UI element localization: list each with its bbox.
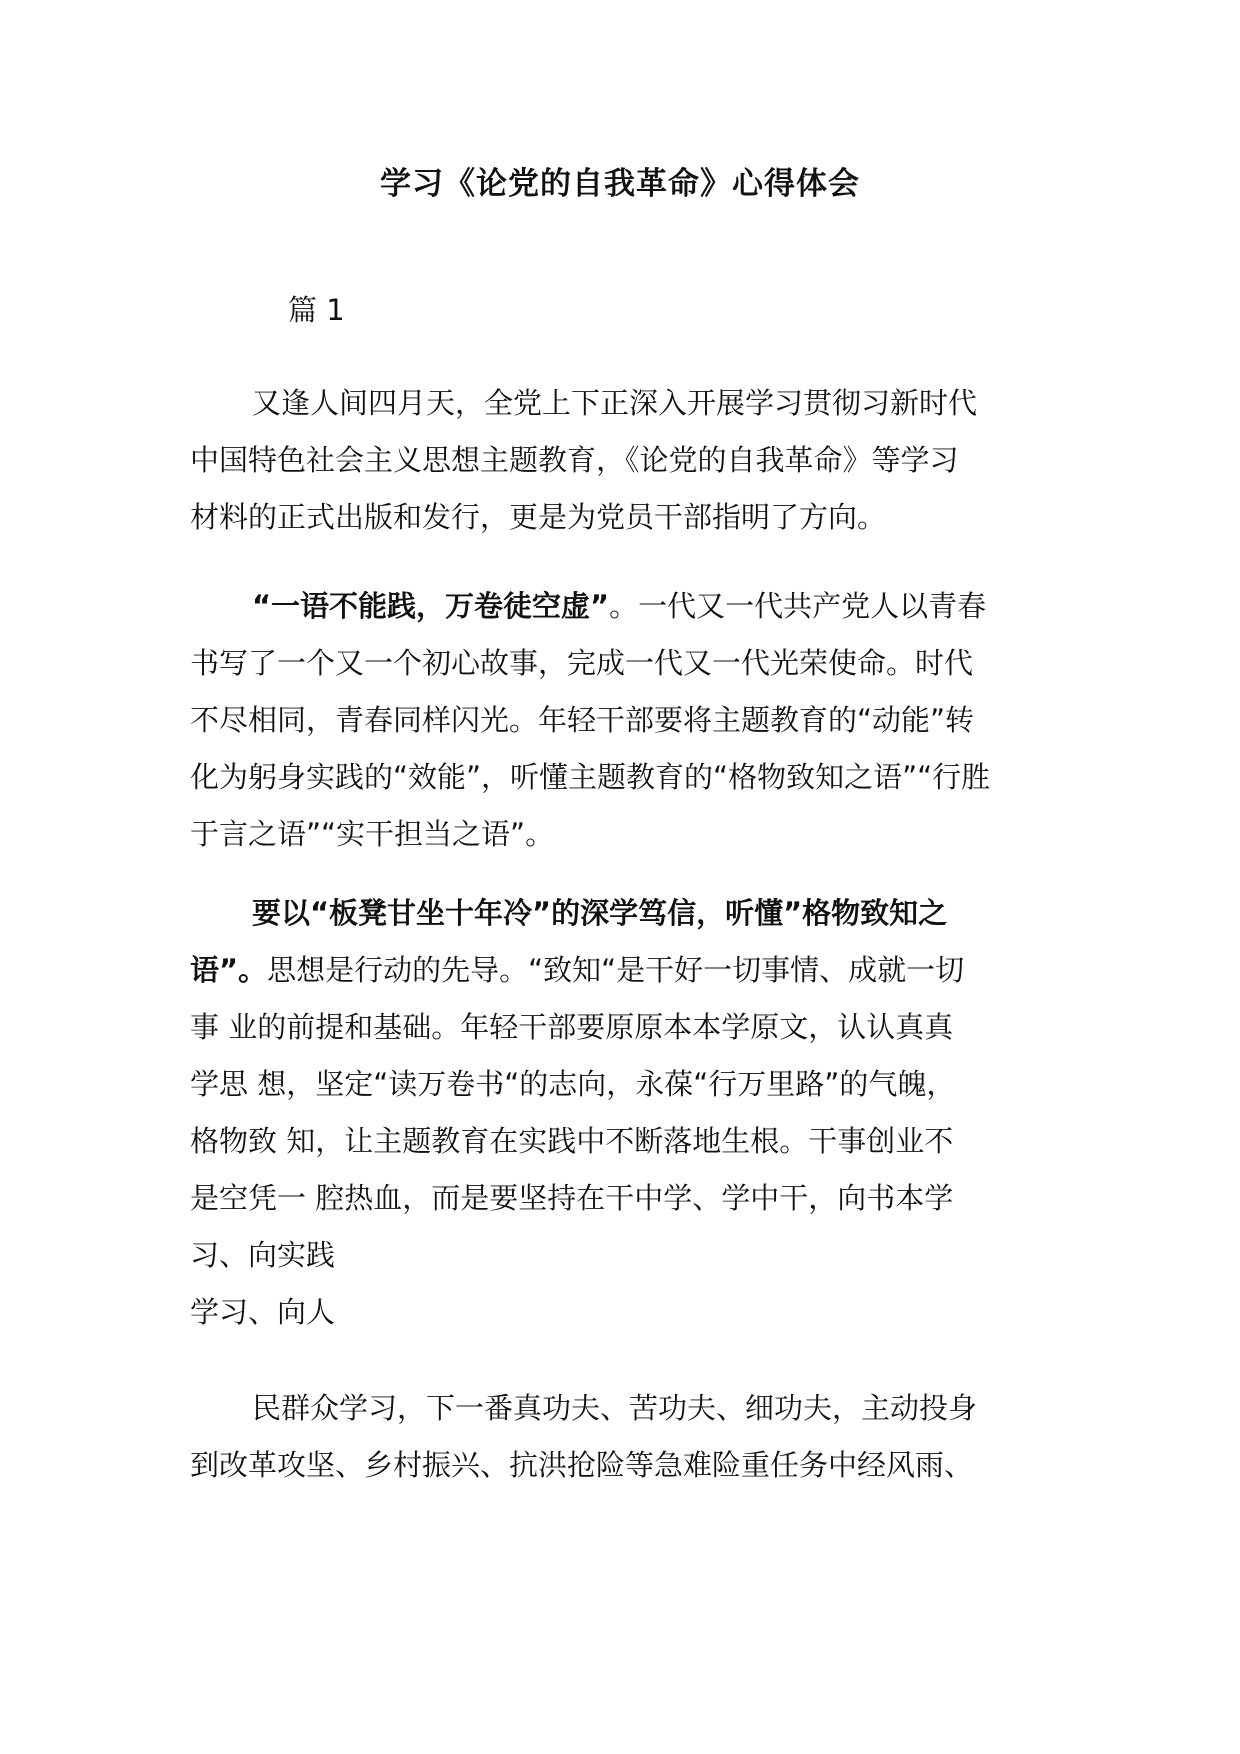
paragraph-line: 于言之语”“实干担当之语”。 bbox=[190, 817, 555, 851]
paragraph-line: 学习、向人 bbox=[190, 1295, 336, 1329]
paragraph-line: 材料的正式出版和发行，更是为党员干部指明了方向。 bbox=[190, 500, 887, 534]
paragraph-line-bold: 要以“板凳甘坐十年冷”的深学笃信，听懂”格物致知之 bbox=[252, 896, 948, 930]
paragraph-line: 书写了一个又一个初心故事，完成一代又一代光荣使命。时代 bbox=[190, 646, 974, 680]
paragraph-4 bbox=[190, 1380, 1060, 1494]
bold-lead: 语”。 bbox=[190, 953, 268, 987]
paragraph-line: 又逢人间四月天，全党上下正深入开展学习贯彻习新时代 bbox=[252, 386, 978, 420]
line-rest: 思想是行动的先导。“致知“是干好一切事情、成就一切 bbox=[267, 953, 965, 987]
paragraph-line: 是空凭一 腔热血，而是要坚持在干中学、学中干，向书本学 bbox=[190, 1181, 954, 1215]
paragraph-line: 格物致 知，让主题教育在实践中不断落地生根。干事创业不 bbox=[190, 1124, 954, 1158]
section-label: 篇 1 bbox=[288, 293, 345, 327]
paragraph-line: 事 业的前提和基础。年轻干部要原原本本学原文，认认真真 bbox=[190, 1010, 954, 1044]
paragraph-2 bbox=[190, 578, 1060, 863]
paragraph-line: 化为躬身实践的“效能”，听懂主题教育的“格物致知之语”“行胜 bbox=[190, 760, 991, 794]
paragraph-line bbox=[190, 942, 1060, 999]
line-rest: 。一代又一代共产党人以青春 bbox=[609, 589, 987, 623]
paragraph-line: 不尽相同，青春同样闪光。年轻干部要将主题教育的“动能”转 bbox=[190, 703, 975, 737]
bold-lead: “一语不能践，万卷徒空虚” bbox=[252, 589, 610, 623]
paragraph-line: 习、向实践 bbox=[190, 1238, 336, 1272]
paragraph-line: 学思 想，坚定“读万卷书“的志向，永葆“行万里路”的气魄， bbox=[190, 1067, 956, 1101]
paragraph-3 bbox=[190, 885, 1060, 1341]
document-title: 学习《论党的自我革命》心得体会 bbox=[380, 166, 860, 202]
paragraph-1 bbox=[190, 375, 1060, 546]
paragraph-line bbox=[190, 578, 1060, 635]
paragraph-line: 民群众学习，下一番真功夫、苦功夫、细功夫，主动投身 bbox=[252, 1391, 978, 1425]
paragraph-line: 中国特色社会主义思想主题教育，《论党的自我革命》等学习 bbox=[190, 443, 959, 477]
paragraph-line: 到改革攻坚、乡村振兴、抗洪抢险等急难险重任务中经风雨、 bbox=[190, 1448, 974, 1482]
